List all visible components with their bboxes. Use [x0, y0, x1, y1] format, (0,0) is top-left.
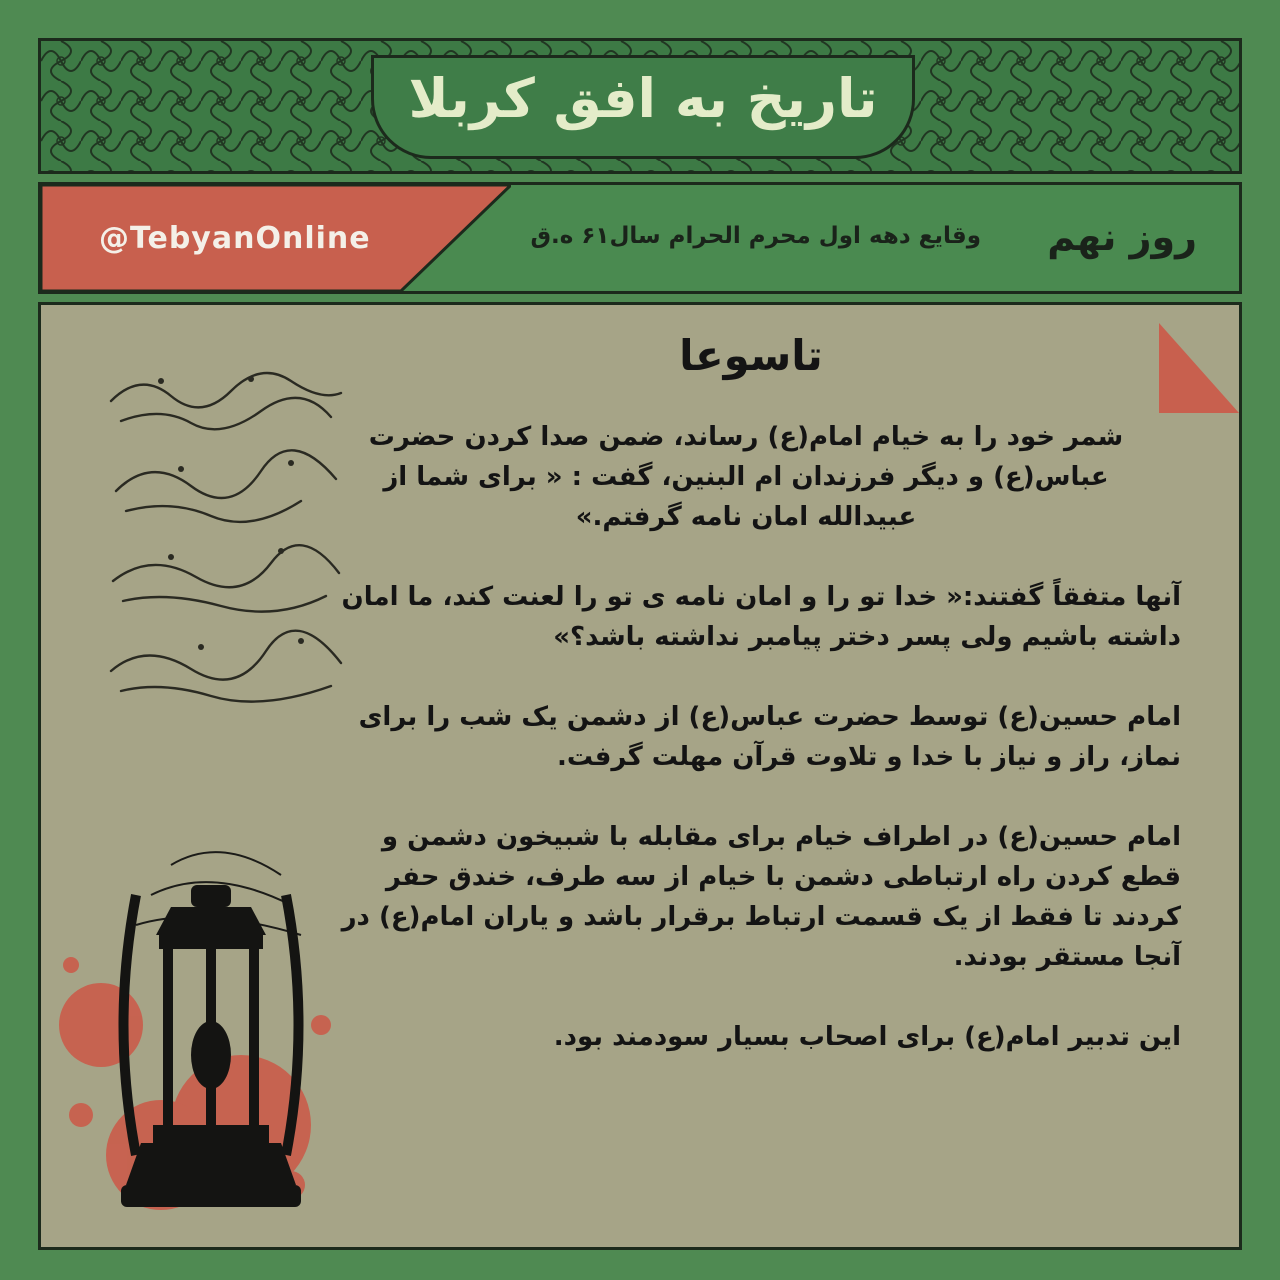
- paragraph-1: شمر خود را به خیام امام(ع) رساند، ضمن صدا کردن حضرت عباس(ع) و دیگر فرزندان ام البنین، گفت : « برای شما از عبیدالله امان نامه گرفتم.»: [368, 422, 1124, 532]
- article-body: [341, 417, 1181, 1097]
- corner-triangle: [1139, 323, 1239, 423]
- paragraph-4: امام حسین(ع) در اطراف خیام برای مقابله با شبیخون دشمن و قطع کردن راه ارتباطی دشمن با خیام از سه طرف، خندق حفر کردند تا فقط از یک قسمت ارتباط برقرار باشد و یاران امام(ع) در آنجا مستقر بودند.: [341, 822, 1181, 972]
- header-band: [38, 38, 1242, 174]
- header-title: تاریخ به افق کربلا: [408, 67, 878, 130]
- paragraph-5: این تدبیر امام(ع) برای اصحاب بسیار سودمند بود.: [553, 1022, 1181, 1052]
- page-title: تاسوعا: [679, 331, 823, 380]
- content-panel: [38, 302, 1242, 1250]
- lantern-icon: [41, 825, 361, 1250]
- sub-band: [38, 182, 1242, 294]
- calligraphy-icon: [101, 351, 351, 711]
- subtitle: وقایع دهه اول محرم الحرام سال۶۱ ه.ق: [530, 223, 981, 249]
- paragraph-2: آنها متفقاً گفتند:« خدا تو را و امان نامه ی تو را لعنت کند، ما امان داشته باشیم ولی پسر دختر پیامبر نداشته باشد؟»: [341, 582, 1181, 652]
- paragraph-3: امام حسین(ع) توسط حضرت عباس(ع) از دشمن یک شب را برای نماز، راز و نیاز با خدا و تلاوت قرآن مهلت گرفت.: [358, 702, 1181, 772]
- social-handle: @TebyanOnline: [99, 221, 371, 256]
- day-label: روز نهم: [1047, 215, 1197, 259]
